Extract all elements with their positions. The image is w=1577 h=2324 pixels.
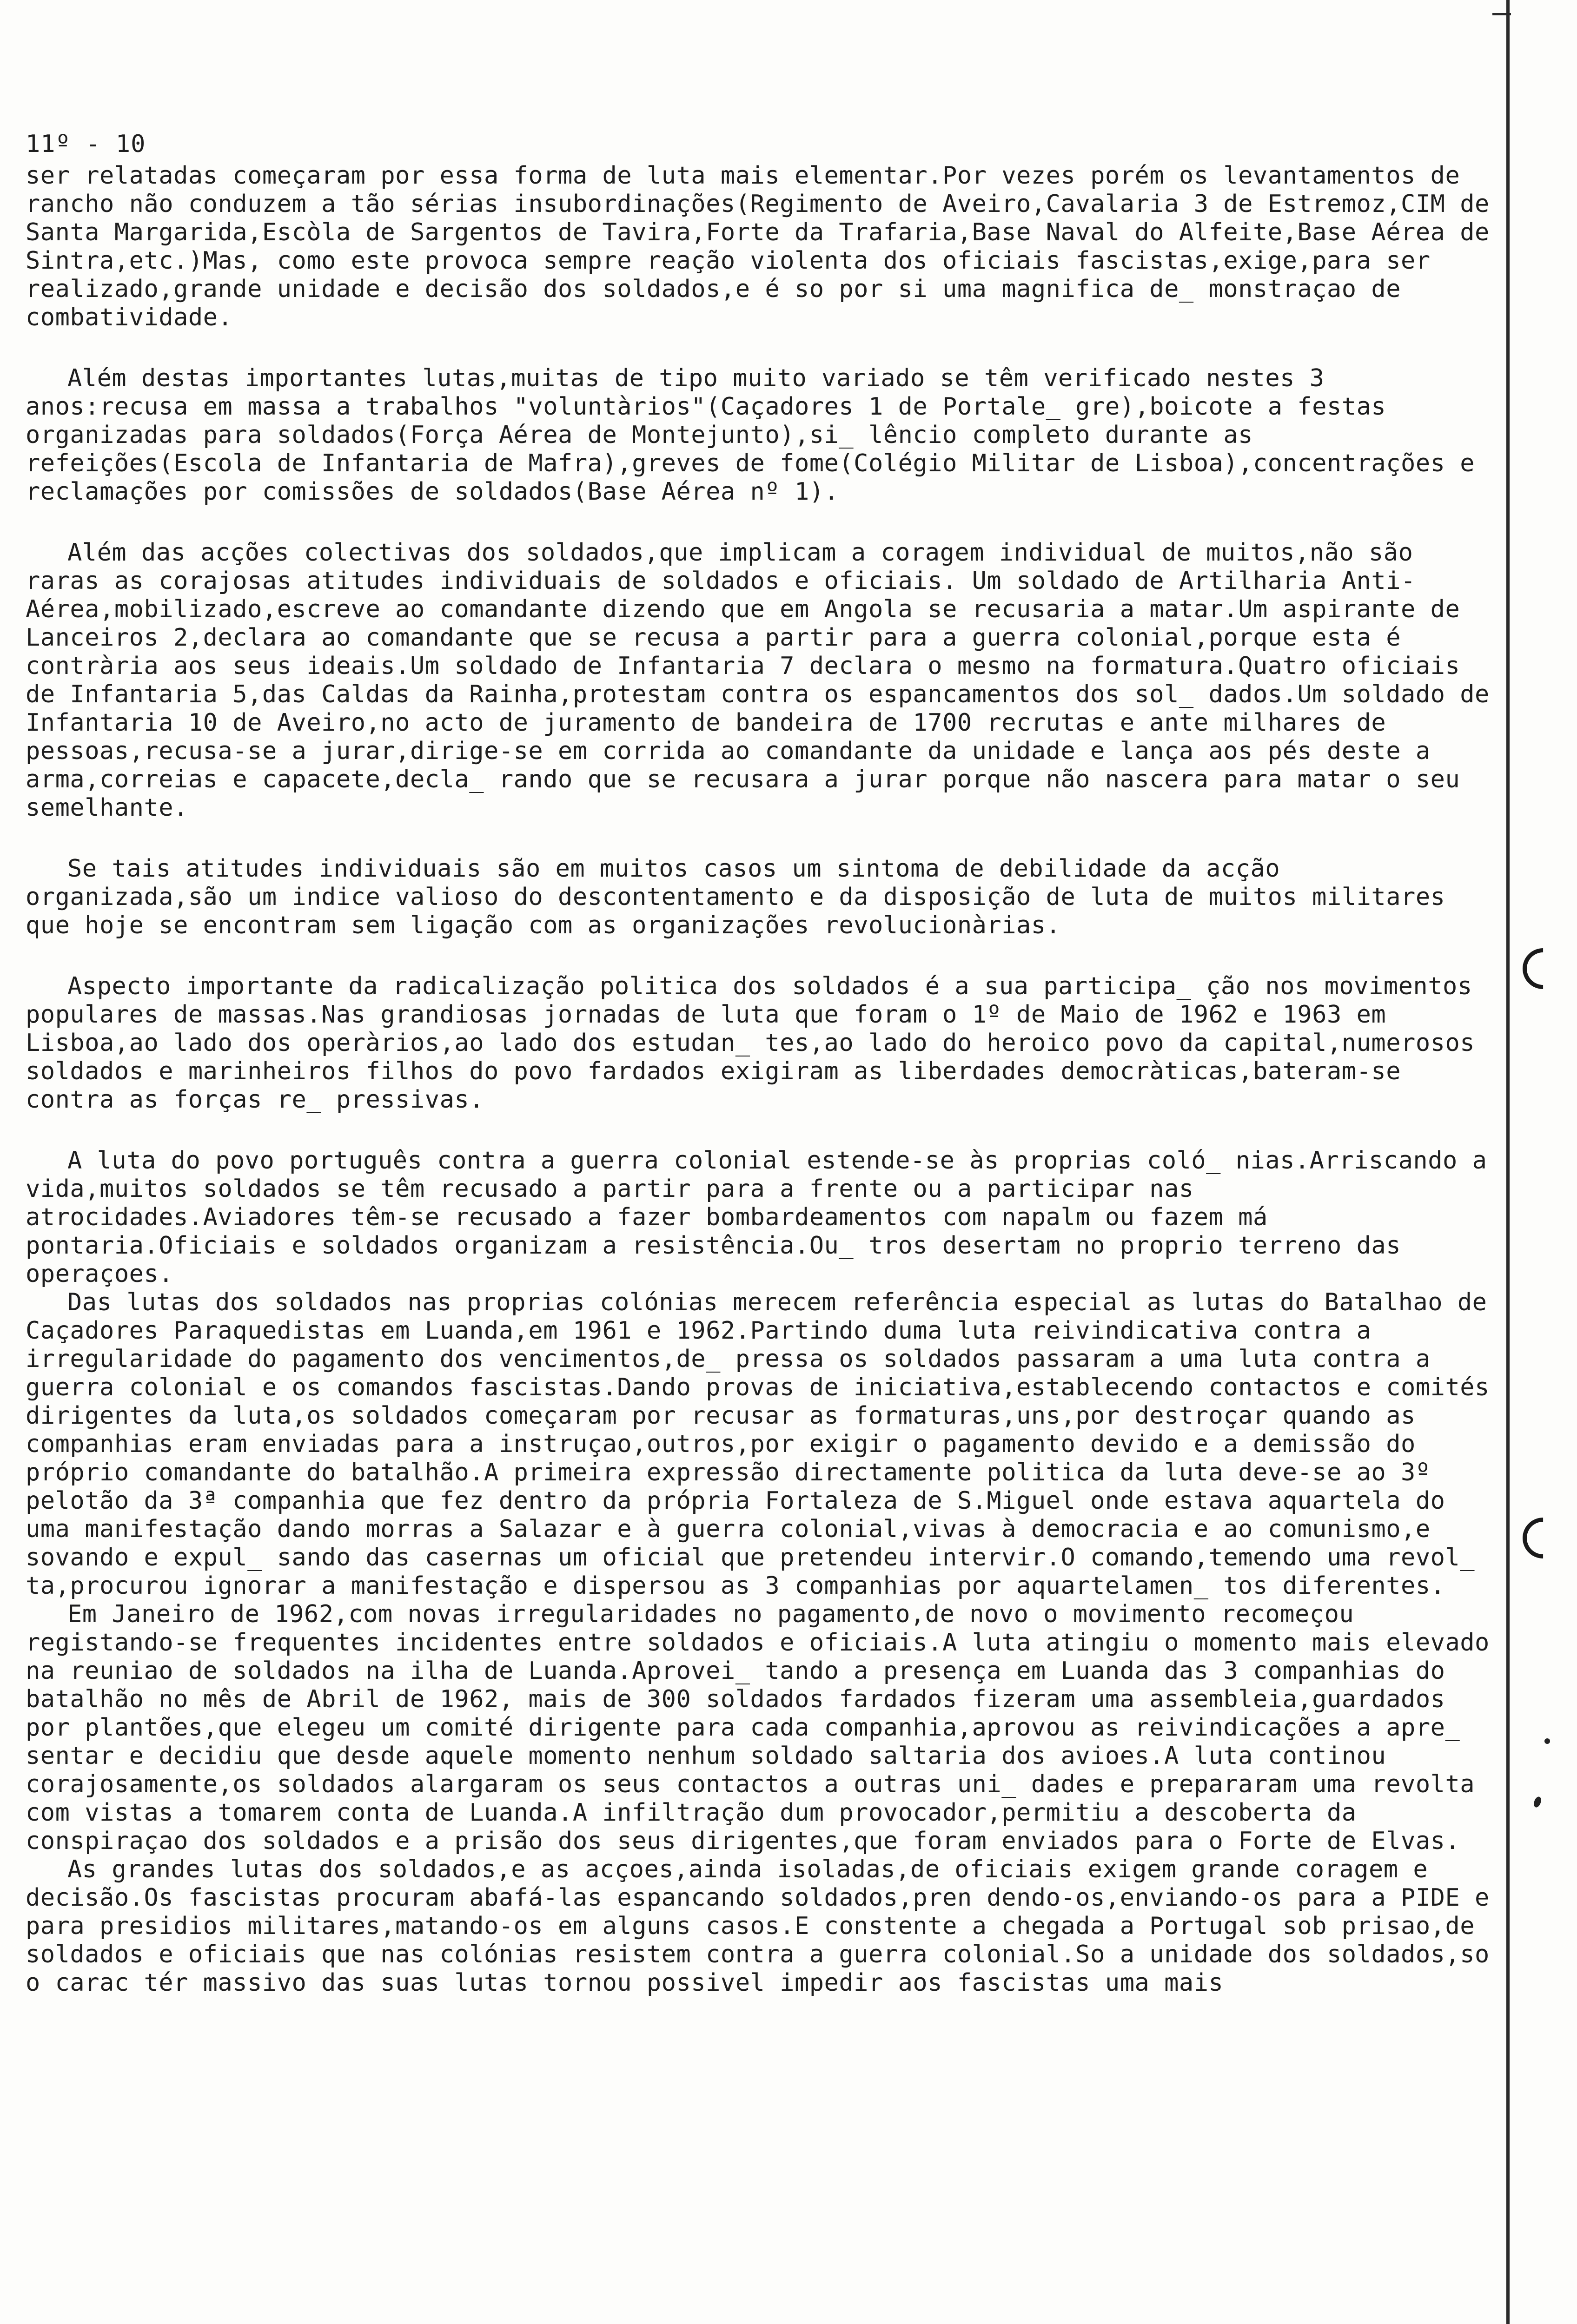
page-edge-rule [1506, 0, 1510, 2324]
corner-tick [1492, 13, 1511, 15]
ink-speck [1532, 1796, 1542, 1808]
paragraph-1: ser relatadas começaram por essa forma de luta mais elementar.Por vezes porém os levantamentos de rancho não conduzem a tão sérias insubordinações(Regimento de Aveiro,Cavalaria 3 de Estremoz,CIM de Santa Margarida,Escòla de Sargentos de Tavira,Forte da Trafaria,Base Naval do Alfeite,Base Aérea de Sintra,etc.)Mas, como este provoca sempre reação violenta dos oficiais fascistas,exige,para ser realizado,grande unidade e decisão dos soldados,e é so por si uma magnifica de_ monstraçao de combatividade. [26, 162, 1504, 331]
punch-hole-mark [1514, 1509, 1572, 1567]
paragraph-5: Aspecto importante da radicalização politica dos soldados é a sua participa_ ção nos movimentos populares de massas.Nas grandiosas jornadas de luta que foram o 1º de Maio de 1962 e 1963 em Lisboa,ao lado dos operàrios,ao lado dos estudan_ tes,ao lado do heroico povo da capital,numerosos soldados e marinheiros filhos do povo fardados exigiram as liberdades democràticas,bateram-se contra as forças re_ pressivas. [26, 972, 1490, 1114]
paragraph-6: A luta do povo português contra a guerra colonial estende-se às proprias coló_ nias.Arriscando a vida,muitos soldados se têm recusado a partir para a frente ou a participar nas atrocidades.Aviadores têm-se recusado a fazer bombardeamentos com napalm ou fazem má pontaria.Oficiais e soldados organizam a resistência.Ou_ tros desertam no proprio terreno das operaçoes. [26, 1147, 1502, 1288]
paragraph-7: Das lutas dos soldados nas proprias colónias merecem referência especial as lutas do Batalhao de Caçadores Paraquedistas em Luanda,em 1961 e 1962.Partindo duma luta reivindicativa contra a irregularidade do pagamento dos vencimentos,de_ pressa os soldados passaram a uma luta contra a guerra colonial e os comandos fascistas.Dando provas de iniciativa,establecendo contactos e comités dirigentes da luta,os soldados começaram por recusar as formaturas,uns,por destroçar quando as companhias eram enviadas para a instruçao,outros,por exigir o pagamento devido e a demissão do próprio comandante do batalhão.A primeira expressão directamente politica da luta deve-se ao 3º pelotão da 3ª companhia que fez dentro da própria Fortaleza de S.Miguel onde estava aquartela do uma manifestação dando morras a Salazar e à guerra colonial,vivas à democracia e ao comunismo,e sovando e expul_ sando das casernas um oficial que pretendeu intervir.O comando,temendo uma revol_ ta,procurou ignorar a manifestação e dispersou as 3 companhias por aquartelamen_ tos diferentes. [26, 1288, 1504, 1600]
paragraph-2: Além destas importantes lutas,muitas de tipo muito variado se têm verificado nestes 3 anos:recusa em massa a trabalhos "voluntàrios"(Caçadores 1 de Portale_ gre),boicote a festas organizadas para soldados(Força Aérea de Montejunto),si_ lêncio completo durante as refeições(Escola de Infantaria de Mafra),greves de fome(Colégio Militar de Lisboa),concentrações e reclamações por comissões de soldados(Base Aérea nº 1). [26, 364, 1490, 506]
paragraph-3: Além das acções colectivas dos soldados,que implicam a coragem individual de muitos,não são raras as corajosas atitudes individuais de soldados e oficiais. Um soldado de Artilharia Anti-Aérea,mobilizado,escreve ao comandante dizendo que em Angola se recusaria a matar.Um aspirante de Lanceiros 2,declara ao comandante que se recusa a partir para a guerra colonial,porque esta é contrària aos seus ideais.Um soldado de Infantaria 7 declara o mesmo na formatura.Quatro oficiais de Infantaria 5,das Caldas da Rainha,protestam contra os espancamentos dos sol_ dados.Um soldado de Infantaria 10 de Aveiro,no acto de juramento de bandeira de 1700 recrutas e ante milhares de pessoas,recusa-se a jurar,dirige-se em corrida ao comandante da unidade e lança aos pés deste a arma,correias e capacete,decla_ rando que se recusara a jurar porque não nascera para matar o seu semelhante. [26, 539, 1504, 822]
ink-speck [1544, 1738, 1550, 1744]
paragraph-4: Se tais atitudes individuais são em muitos casos um sintoma de debilidade da acção organizada,são um indice valioso do descontentamento e da disposição de luta de muitos militares que hoje se encontram sem ligação com as organizações revolucionàrias. [26, 855, 1460, 939]
page-number: 11º - 10 [26, 130, 146, 158]
paragraph-9: As grandes lutas dos soldados,e as acçoes,ainda isoladas,de oficiais exigem grande coragem e decisão.Os fascistas procuram abafá-las espancando soldados,pren dendo-os,enviando-os para a PIDE e para presidios militares,matando-os em alguns casos.E constente a chegada a Portugal sob prisao,de soldados e oficiais que nas colónias resistem contra a guerra colonial.So a unidade dos soldados,so o carac tér massivo das suas lutas tornou possivel impedir aos fascistas uma mais [26, 1855, 1504, 1997]
typed-text-block [26, 130, 1504, 1997]
paragraph-8: Em Janeiro de 1962,com novas irregularidades no pagamento,de novo o movimento recomeçou registando-se frequentes incidentes entre soldados e oficiais.A luta atingiu o momento mais elevado na reuniao de soldados na ilha de Luanda.Aprovei_ tando a presença em Luanda das 3 companhias do batalhão no mês de Abril de 1962, mais de 300 soldados fardados fizeram uma assembleia,guardados por plantões,que elegeu um comité dirigente para cada companhia,aprovou as reivindicações a apre_ sentar e decidiu que desde aquele momento nenhum soldado saltaria dos avioes.A luta continou corajosamente,os soldados alargaram os seus contactos a outras uni_ dades e prepararam uma revolta com vistas a tomarem conta de Luanda.A infiltração dum provocador,permitiu a descoberta da conspiraçao dos soldados e a prisão dos seus dirigentes,que foram enviados para o Forte de Elvas. [26, 1600, 1504, 1855]
punch-hole-mark [1514, 940, 1572, 997]
